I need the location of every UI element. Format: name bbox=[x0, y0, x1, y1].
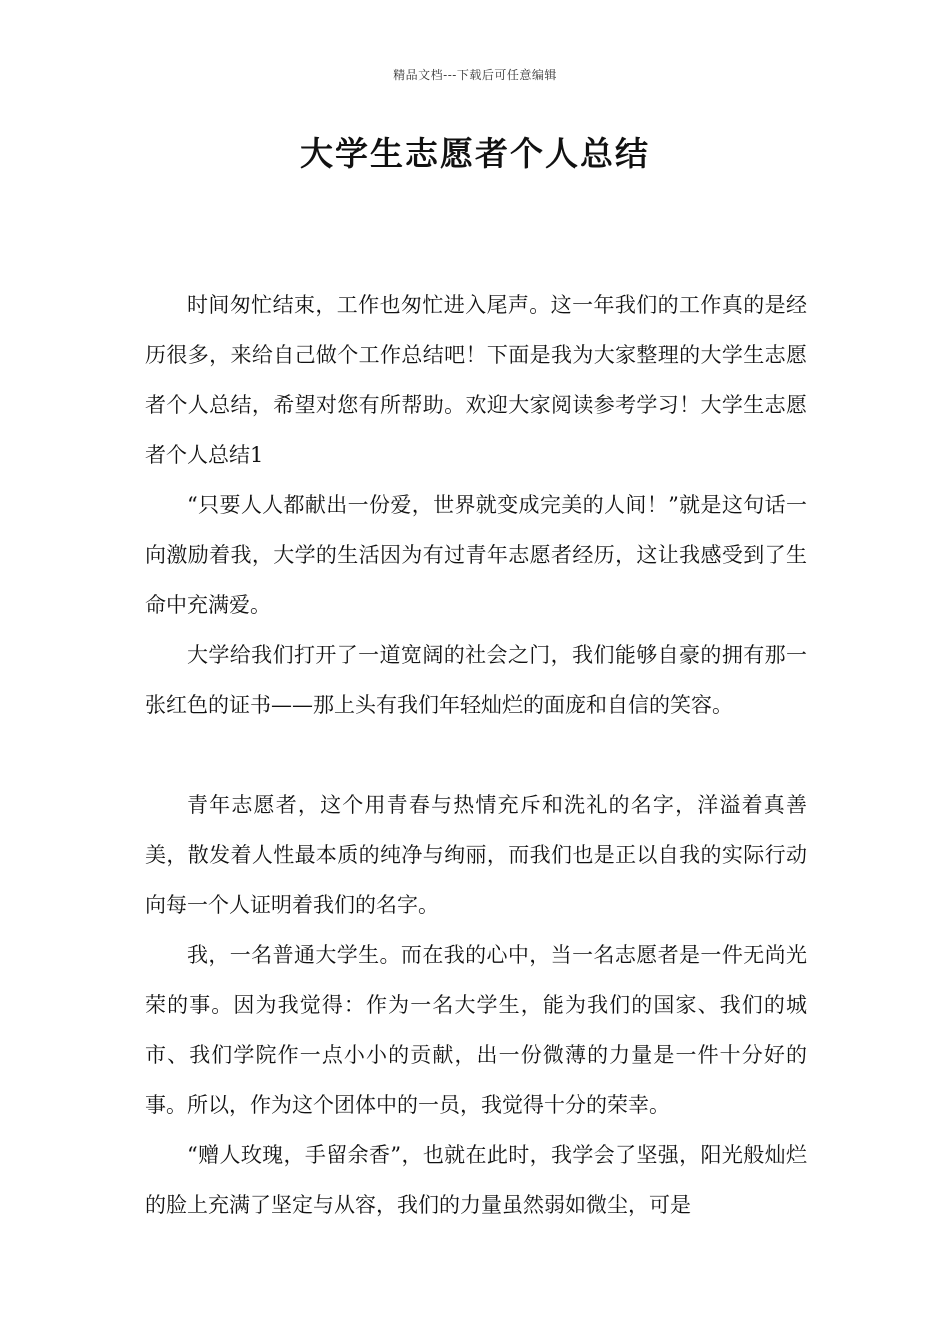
paragraph-student: 我，一名普通大学生。而在我的心中，当一名志愿者是一件无尚光荣的事。因为我觉得：作为一名大学生，能为我们的国家、我们的城市、我们学院作一点小小的贡献，出一份微薄的力量是一件十分好的事。所以，作为这个团体中的一员，我觉得十分的荣幸。 bbox=[145, 943, 807, 1117]
header-note: 精品文档---下载后可任意编辑 bbox=[393, 68, 557, 82]
paragraph-university: 大学给我们打开了一道宽阔的社会之门，我们能够自豪的拥有那一张红色的证书——那上头有我们年轻灿烂的面庞和自信的笑容。 bbox=[145, 643, 807, 717]
paragraph-roses: “赠人玫瑰，手留余香”，也就在此时，我学会了坚强，阳光般灿烂的脸上充满了坚定与从容，我们的力量虽然弱如微尘，可是 bbox=[145, 1143, 807, 1217]
paragraph-volunteer: 青年志愿者，这个用青春与热情充斥和洗礼的名字，洋溢着真善美，散发着人性最本质的纯净与绚丽，而我们也是正以自我的实际行动向每一个人证明着我们的名字。 bbox=[145, 793, 807, 917]
page-title: 大学生志愿者个人总结 bbox=[300, 134, 650, 173]
paragraph-intro: 时间匆忙结束，工作也匆忙进入尾声。这一年我们的工作真的是经历很多，来给自己做个工作总结吧！下面是我为大家整理的大学生志愿者个人总结，希望对您有所帮助。欢迎大家阅读参考学习！大学生志愿者个人总结1 bbox=[145, 293, 807, 467]
paragraph-quote: “只要人人都献出一份爱，世界就变成完美的人间！”就是这句话一向激励着我，大学的生活因为有过青年志愿者经历，这让我感受到了生命中充满爱。 bbox=[145, 493, 807, 617]
document-body bbox=[145, 280, 807, 1230]
